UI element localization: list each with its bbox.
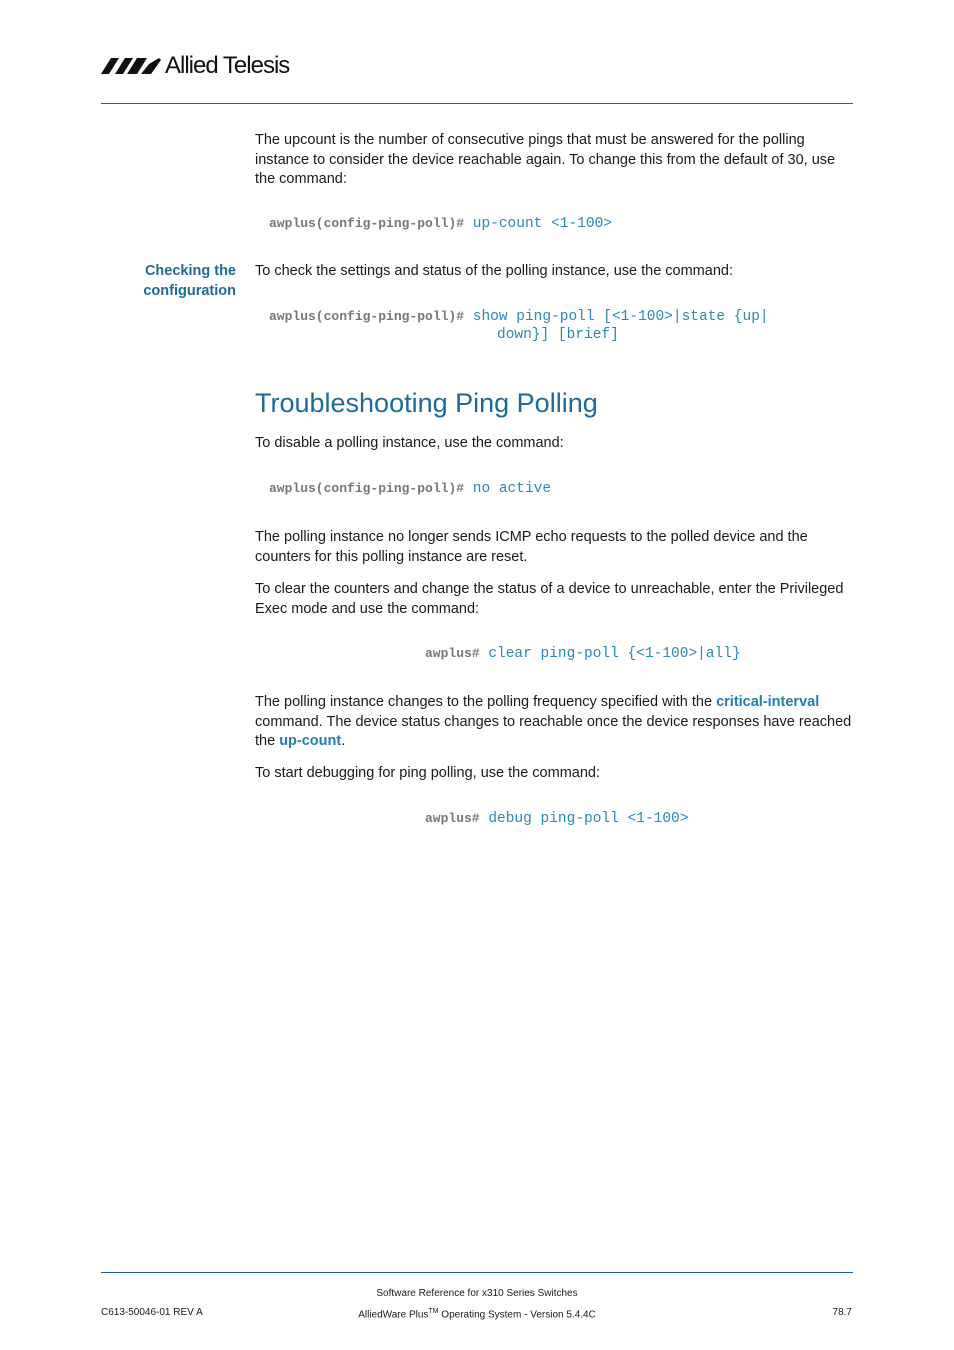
header-rule — [101, 103, 853, 104]
upcount-paragraph: The upcount is the number of consecutive pings that must be answered for the polling instance to consider the device reachable again. To change this from the default of 30, use the command: — [255, 132, 836, 187]
show-command-continuation: down}] [brief] — [497, 327, 619, 343]
allied-telesis-logo — [101, 52, 301, 80]
footer-product: AlliedWare Plus — [358, 1309, 429, 1321]
changes-text-3: . — [341, 733, 346, 749]
command-syntax: up-count <1-100> — [472, 216, 612, 232]
side-heading-checking-configuration: Checking the configuration — [143, 263, 236, 299]
show-command — [269, 308, 769, 326]
clear-paragraph: To clear the counters and change the status of a device to unreachable, enter the Privileged Exec mode and use the command: — [255, 581, 844, 617]
debug-paragraph: To start debugging for ping polling, use the command: — [255, 765, 600, 781]
command-syntax: clear ping-poll {<1-100>|all} — [488, 646, 741, 662]
clear-command — [425, 645, 741, 663]
command-prompt: awplus# — [425, 646, 480, 661]
footer-title-line2 — [277, 1305, 677, 1321]
changes-paragraph — [255, 693, 855, 752]
footer-version: Operating System - Version 5.4.4C — [438, 1309, 596, 1321]
changes-text-2: command. The device status changes to reachable once the device responses have reached the — [255, 713, 852, 749]
section-title: Troubleshooting Ping Polling — [255, 388, 598, 418]
upcount-command — [269, 215, 612, 233]
command-syntax: no active — [472, 481, 552, 497]
critical-interval-link[interactable]: critical-interval — [716, 694, 820, 710]
command-prompt: awplus(config-ping-poll)# — [269, 216, 465, 231]
no-longer-paragraph: The polling instance no longer sends ICMP echo requests to the polled device and the counters for this polling instance are reset. — [255, 529, 808, 565]
footer-doc-code: C613-50046-01 REV A — [101, 1307, 203, 1318]
command-syntax: debug ping-poll <1-100> — [488, 811, 689, 827]
disable-paragraph: To disable a polling instance, use the command: — [255, 435, 564, 451]
command-syntax: show ping-poll [<1-100>|state {up| — [472, 309, 769, 325]
footer-trademark: TM — [428, 1308, 439, 1315]
no-active-command — [269, 480, 551, 498]
command-prompt: awplus(config-ping-poll)# — [269, 309, 465, 324]
check-paragraph: To check the settings and status of the polling instance, use the command: — [255, 263, 733, 279]
footer-rule — [101, 1272, 853, 1273]
footer-title-line1: Software Reference for x310 Series Switches — [376, 1288, 578, 1299]
debug-command — [425, 810, 688, 828]
command-prompt: awplus(config-ping-poll)# — [269, 481, 465, 496]
footer-page-number: 78.7 — [832, 1307, 852, 1318]
changes-text-1: The polling instance changes to the polling frequency specified with the — [255, 694, 717, 710]
command-prompt: awplus# — [425, 811, 480, 826]
logo-text: Allied Telesis — [165, 52, 290, 79]
up-count-link[interactable]: up-count — [279, 733, 342, 749]
logo-mark-icon — [101, 54, 163, 78]
